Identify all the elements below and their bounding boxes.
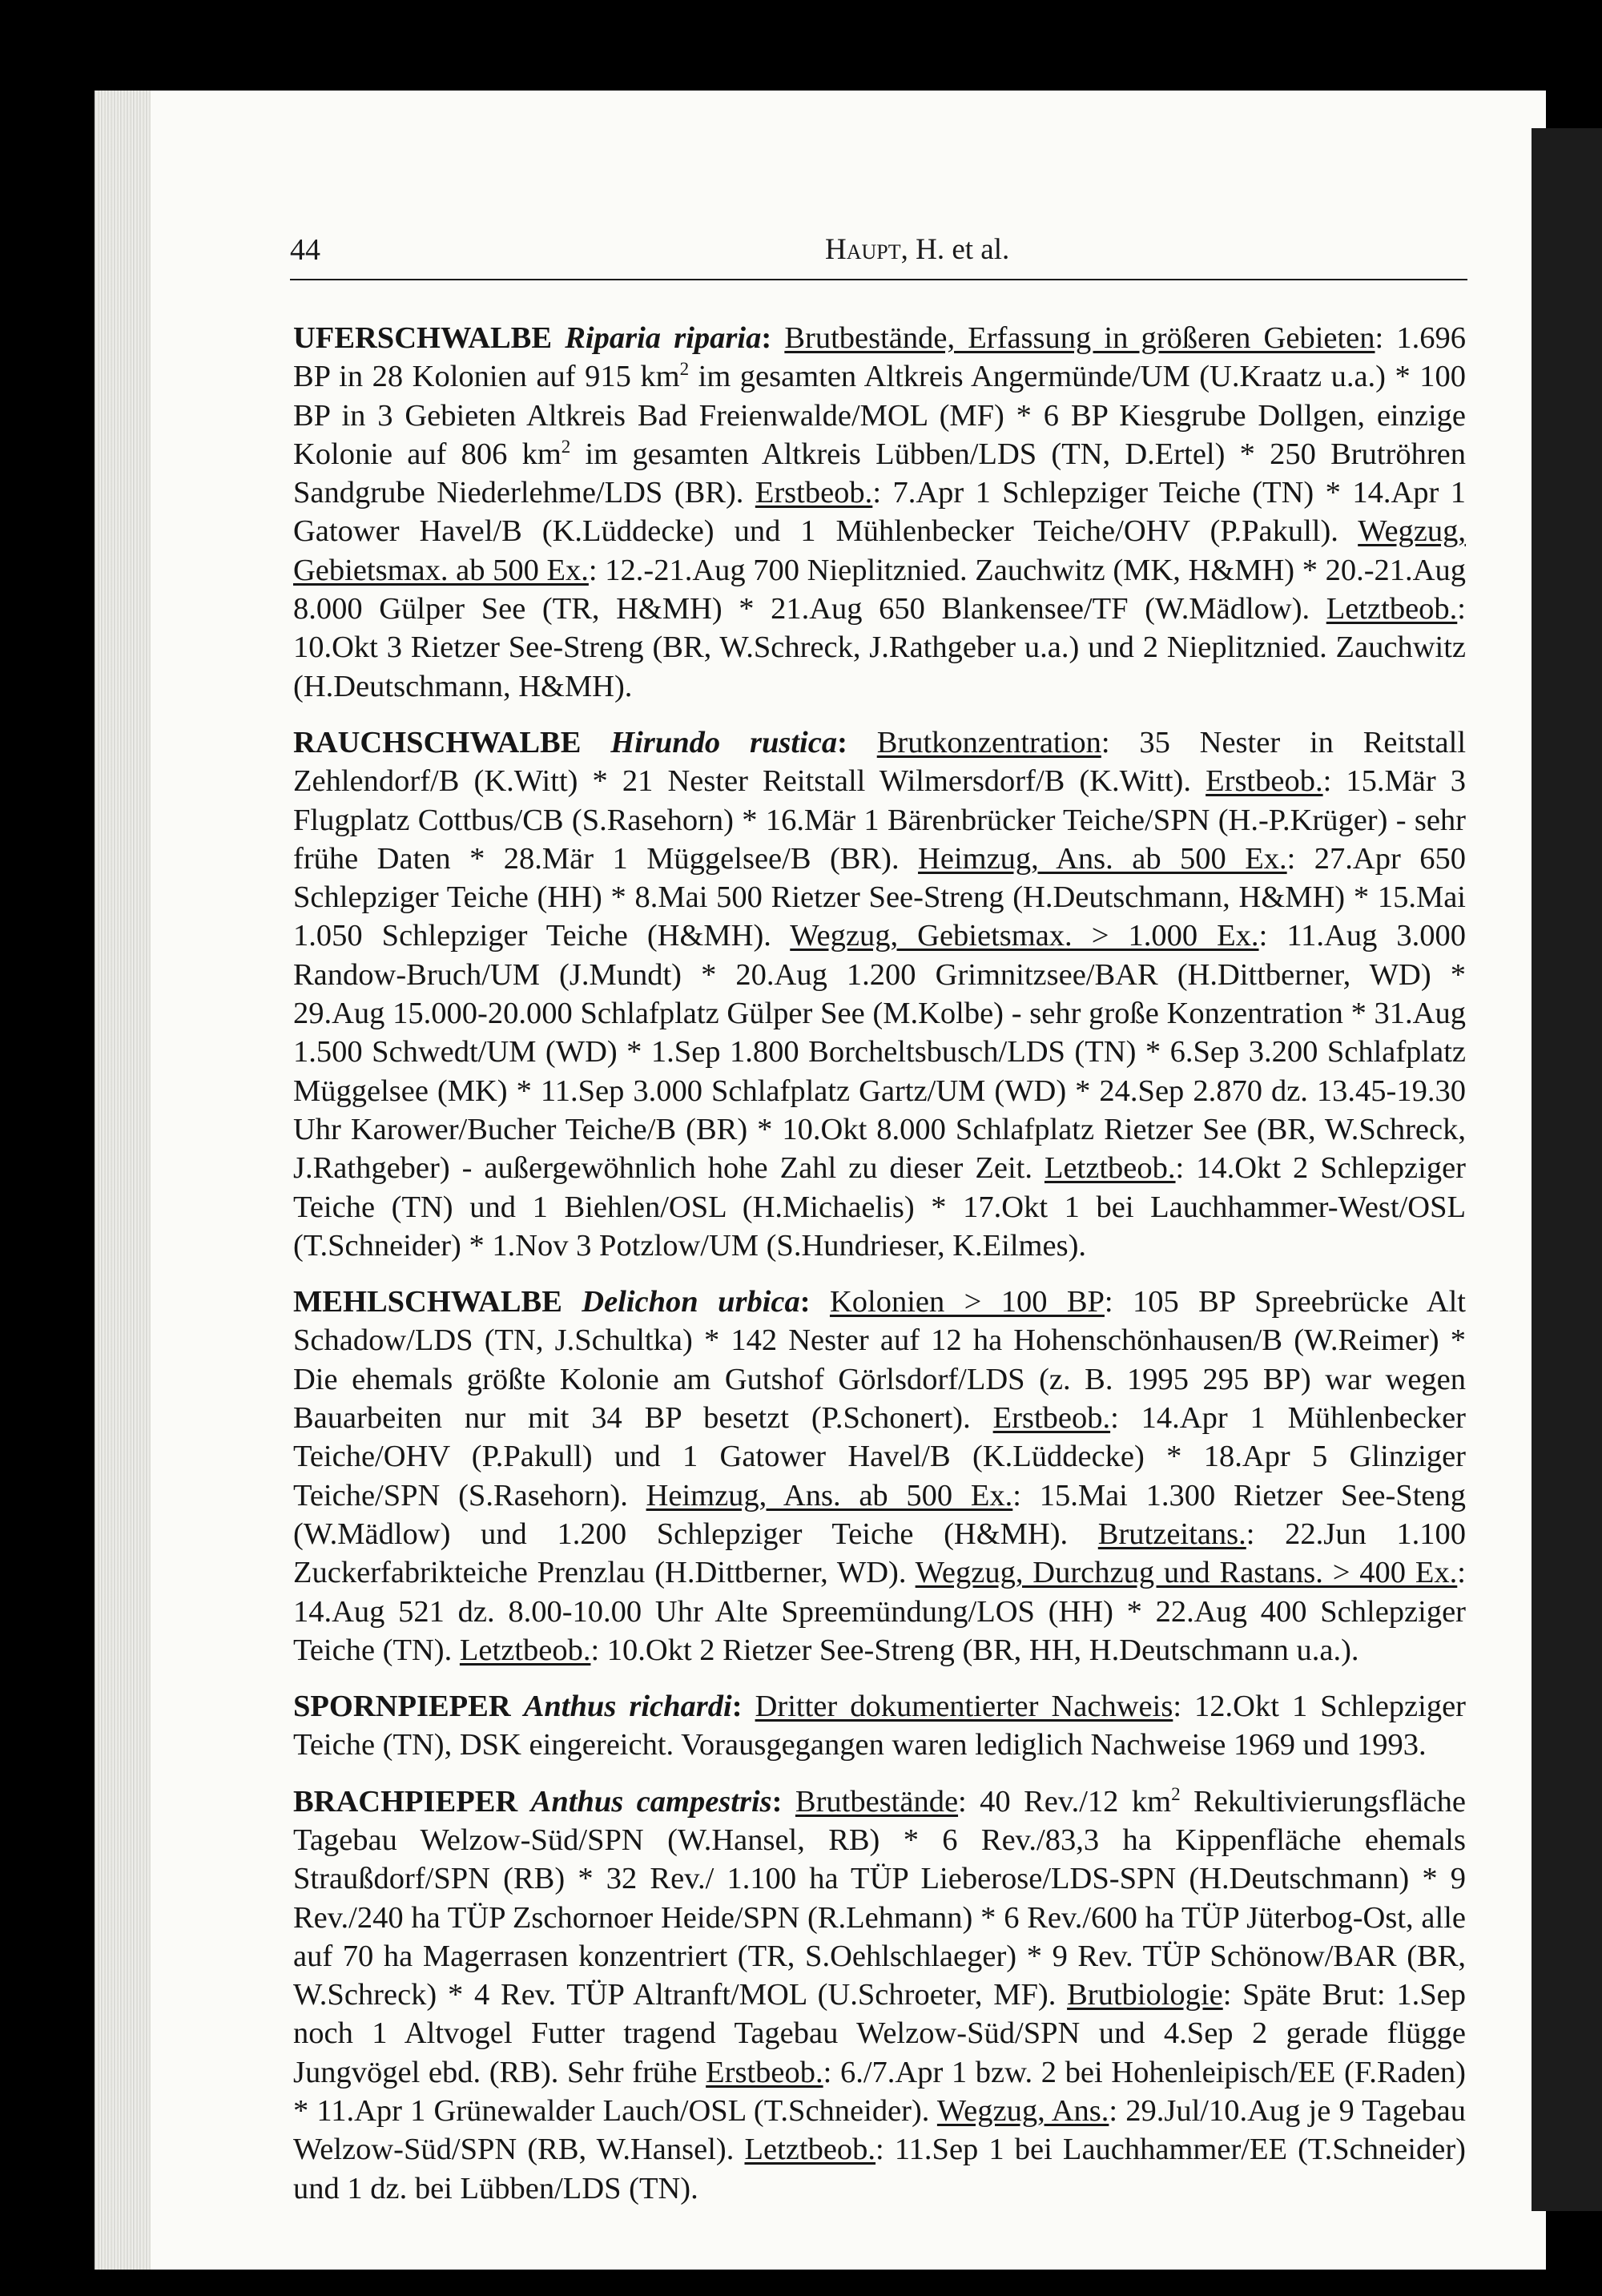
entry-text: : 10.Okt 2 Rietzer See-Streng (BR, HH, H.Deutschmann u.a.).	[590, 1633, 1359, 1667]
section-heading: Heimzug, Ans. ab 500 Ex.	[646, 1478, 1013, 1513]
entry-text: : 40 Rev./12 km	[958, 1784, 1172, 1819]
entry-rauchschwalbe	[293, 723, 1466, 1265]
entry-text: Rekultivierungsfläche Tagebau Welzow-Süd/SPN (W.Hansel, RB) * 6 Rev./83,3 ha Kippenfläche ehemals Straußdorf/SPN (RB) * 32 Rev./ 1.100 ha TÜP Lieberose/LDS-SPN (H.Deutschmann) * 9 Rev./240 ha TÜP Zschornoer Heide/SPN (R.Lehmann) * 6 Rev./600 ha TÜP Jüterbog-Ost, alle auf 70 ha Magerrasen konzentriert (TR, S.Oehlschlaeger) * 9 Rev. TÜP Schönow/BAR (BR, W.Schreck) * 4 Rev. TÜP Altranft/MOL (U.Schroeter, MF).	[293, 1784, 1467, 2012]
entry-text: : 29.Jul/10.Aug je 9 Tagebau Welzow-Süd/SPN (RB, W.Hansel).	[293, 2094, 1467, 2167]
section-heading: Erstbeob.	[755, 476, 873, 510]
section-heading: Wegzug, Gebietsmax. > 1.000 Ex.	[790, 919, 1259, 953]
species-name: MEHLSCHWALBE	[293, 1285, 562, 1319]
section-heading: Erstbeob.	[1206, 764, 1323, 799]
scientific-name: Anthus richardi	[523, 1690, 732, 1724]
section-heading: Brutbiologie	[1067, 1978, 1223, 2012]
entry-text: : 12.-21.Aug 700 Nieplitznied. Zauchwitz (MK, H&MH) * 20.-21.Aug 8.000 Gülper See (TR, H&MH) * 21.Aug 650 Blankensee/TF (W.Mädlow).	[293, 553, 1466, 626]
section-heading: Wegzug, Gebietsmax. ab 500 Ex.	[293, 514, 1466, 587]
entry-text: : 12.Okt 1 Schlepziger Teiche (TN), DSK eingereicht. Vorausgegangen waren lediglich Nachweise 1969 und 1993.	[293, 1690, 1466, 1762]
section-heading: Dritter dokumentierter Nachweis	[755, 1690, 1173, 1724]
entry-brachpieper	[293, 1782, 1466, 2208]
superscript: 2	[1171, 1782, 1181, 1804]
entry-text: : 15.Mär 3 Flugplatz Cottbus/CB (S.Rasehorn) * 16.Mär 1 Bärenbrücker Teiche/SPN (H.-P.Krüger) - sehr frühe Daten * 28.Mär 1 Müggelsee/B (BR).	[293, 764, 1466, 876]
section-heading: Wegzug, Ans.	[936, 2094, 1109, 2129]
entry-text: : 22.Jun 1.100 Zuckerfabrikteiche Prenzlau (H.Dittberner, WD).	[293, 1517, 1466, 1590]
section-heading: Erstbeob.	[992, 1401, 1111, 1436]
section-heading: Letztbeob.	[1044, 1151, 1176, 1186]
entry-text: im gesamten Altkreis Lübben/LDS (TN, D.Ertel) * 250 Brutröhren Sandgrube Niederlehme/LDS (BR).	[293, 437, 1466, 510]
superscript: 2	[679, 358, 690, 380]
running-head-rest: , H. et al.	[900, 233, 1010, 266]
entry-text: : 14.Aug 521 dz. 8.00-10.00 Uhr Alte Spreemündung/LOS (HH) * 22.Aug 400 Schlepziger Teiche (TN).	[293, 1556, 1466, 1667]
scientific-name: Delichon urbica	[582, 1285, 800, 1319]
section-heading: Kolonien > 100 BP	[829, 1285, 1105, 1319]
entry-text: : 15.Mai 1.300 Rietzer See-Steng (W.Mädlow) und 1.200 Schlepziger Teiche (H&MH).	[293, 1478, 1466, 1551]
running-head-author: Haupt	[825, 233, 901, 266]
section-heading: Wegzug, Durchzug und Rastans. > 400 Ex.	[915, 1556, 1458, 1590]
entry-text: : 7.Apr 1 Schlepziger Teiche (TN) * 14.Apr 1 Gatower Havel/B (K.Lüddecke) und 1 Mühlenbecker Teiche/OHV (P.Pakull).	[293, 476, 1466, 549]
scientific-name: Hirundo rustica	[610, 725, 838, 759]
entry-text: : Späte Brut: 1.Sep noch 1 Altvogel Futter tragend Tagebau Welzow-Süd/SPN und 4.Sep 2 gerade flügge Jungvögel ebd. (RB). Sehr frühe	[293, 1978, 1466, 2089]
section-heading: Letztbeob.	[1326, 592, 1458, 626]
running-head	[825, 232, 1009, 267]
entry-spornpieper	[293, 1687, 1466, 1765]
section-heading: Heimzug, Ans. ab 500 Ex.	[918, 841, 1287, 876]
section-heading: Brutbestände, Erfassung in größeren Gebieten	[784, 321, 1375, 355]
entry-text: : 1.696 BP in 28 Kolonien auf 915 km	[293, 321, 1467, 394]
entry-text: : 14.Apr 1 Mühlenbecker Teiche/OHV (P.Pakull) und 1 Gatower Havel/B (K.Lüddecke) * 18.Apr 5 Glinziger Teiche/SPN (S.Rasehorn).	[293, 1401, 1466, 1513]
section-heading: Letztbeob.	[459, 1633, 591, 1667]
entry-text: im gesamten Altkreis Angermünde/UM (U.Kraatz u.a.) * 100 BP in 3 Gebieten Altkreis Bad Freienwalde/MOL (MF) * 6 BP Kiesgrube Dollgen, einzige Kolonie auf 806 km	[293, 360, 1467, 471]
entry-text: : 11.Sep 1 bei Lauchhammer/EE (T.Schneider) und 1 dz. bei Lübben/LDS (TN).	[293, 2133, 1466, 2205]
section-heading: Erstbeob.	[706, 2055, 823, 2089]
section-heading: Brutbestände	[795, 1784, 959, 1819]
scientific-name: Anthus campestris	[530, 1784, 772, 1819]
colon: :	[837, 725, 847, 759]
superscript: 2	[561, 436, 571, 457]
species-name: SPORNPIEPER	[293, 1690, 511, 1724]
section-heading: Brutkonzentration	[876, 725, 1101, 759]
entry-text: : 6./7.Apr 1 bzw. 2 bei Hohenleipisch/EE (F.Raden) * 11.Apr 1 Grünewalder Lauch/OSL (T.Schneider).	[293, 2055, 1467, 2129]
main-text	[293, 319, 1466, 2226]
species-name: RAUCHSCHWALBE	[293, 725, 582, 759]
section-heading: Letztbeob.	[744, 2133, 876, 2167]
page-edge-stack	[95, 91, 151, 2270]
colon: :	[771, 1784, 783, 1819]
facing-page-strip	[1532, 128, 1602, 2211]
entry-text: : 14.Okt 2 Schlepziger Teiche (TN) und 1 Biehlen/OSL (H.Michaelis) * 17.Okt 1 bei Lauchhammer-West/OSL (T.Schneider) * 1.Nov 3 Potzlow/UM (S.Hundrieser, K.Eilmes).	[293, 1151, 1466, 1263]
colon: :	[799, 1285, 811, 1319]
entry-uferschwalbe	[293, 319, 1466, 706]
entry-text: : 27.Apr 650 Schlepziger Teiche (HH) * 8.Mai 500 Rietzer See-Streng (H.Deutschmann, H&MH) * 15.Mai 1.050 Schlepziger Teiche (H&MH).	[293, 841, 1466, 953]
section-heading: Brutzeitans.	[1097, 1517, 1246, 1551]
page-header	[290, 232, 1467, 280]
page-number: 44	[290, 233, 320, 267]
entry-text: : 105 BP Spreebrücke Alt Schadow/LDS (TN, J.Schultka) * 142 Nester auf 12 ha Hohenschönhausen/B (W.Reimer) * Die ehemals größte Kolonie am Gutshof Görlsdorf/LDS (z. B. 1995 295 BP) war wegen Bauarbeiten nur mit 34 BP besetzt (P.Schonert).	[293, 1285, 1466, 1436]
entry-mehlschwalbe	[293, 1283, 1466, 1670]
entry-text: : 10.Okt 3 Rietzer See-Streng (BR, W.Schreck, J.Rathgeber u.a.) und 2 Nieplitznied. Zauchwitz (H.Deutschmann, H&MH).	[293, 592, 1466, 703]
colon: :	[731, 1690, 743, 1724]
colon: :	[761, 321, 772, 355]
entry-text: : 35 Nester in Reitstall Zehlendorf/B (K.Witt) * 21 Nester Reitstall Wilmersdorf/B (K.Witt).	[293, 725, 1467, 799]
scientific-name: Riparia riparia	[565, 321, 762, 355]
entry-text: : 11.Aug 3.000 Randow-Bruch/UM (J.Mundt) * 20.Aug 1.200 Grimnitzsee/BAR (H.Dittberner, WD) * 29.Aug 15.000-20.000 Schlafplatz Gülper See (M.Kolbe) - sehr große Konzentration * 31.Aug 1.500 Schwedt/UM (WD) * 1.Sep 1.800 Borcheltsbusch/LDS (TN) * 6.Sep 3.200 Schlafplatz Müggelsee (MK) * 11.Sep 3.000 Schlafplatz Gartz/UM (WD) * 24.Sep 2.870 dz. 13.45-19.30 Uhr Karower/Bucher Teiche/B (BR) * 10.Okt 8.000 Schlafplatz Rietzer See (BR, W.Schreck, J.Rathgeber) - außergewöhnlich hohe Zahl zu dieser Zeit.	[293, 919, 1466, 1186]
species-name: UFERSCHWALBE	[293, 321, 553, 355]
species-name: BRACHPIEPER	[293, 1784, 518, 1819]
